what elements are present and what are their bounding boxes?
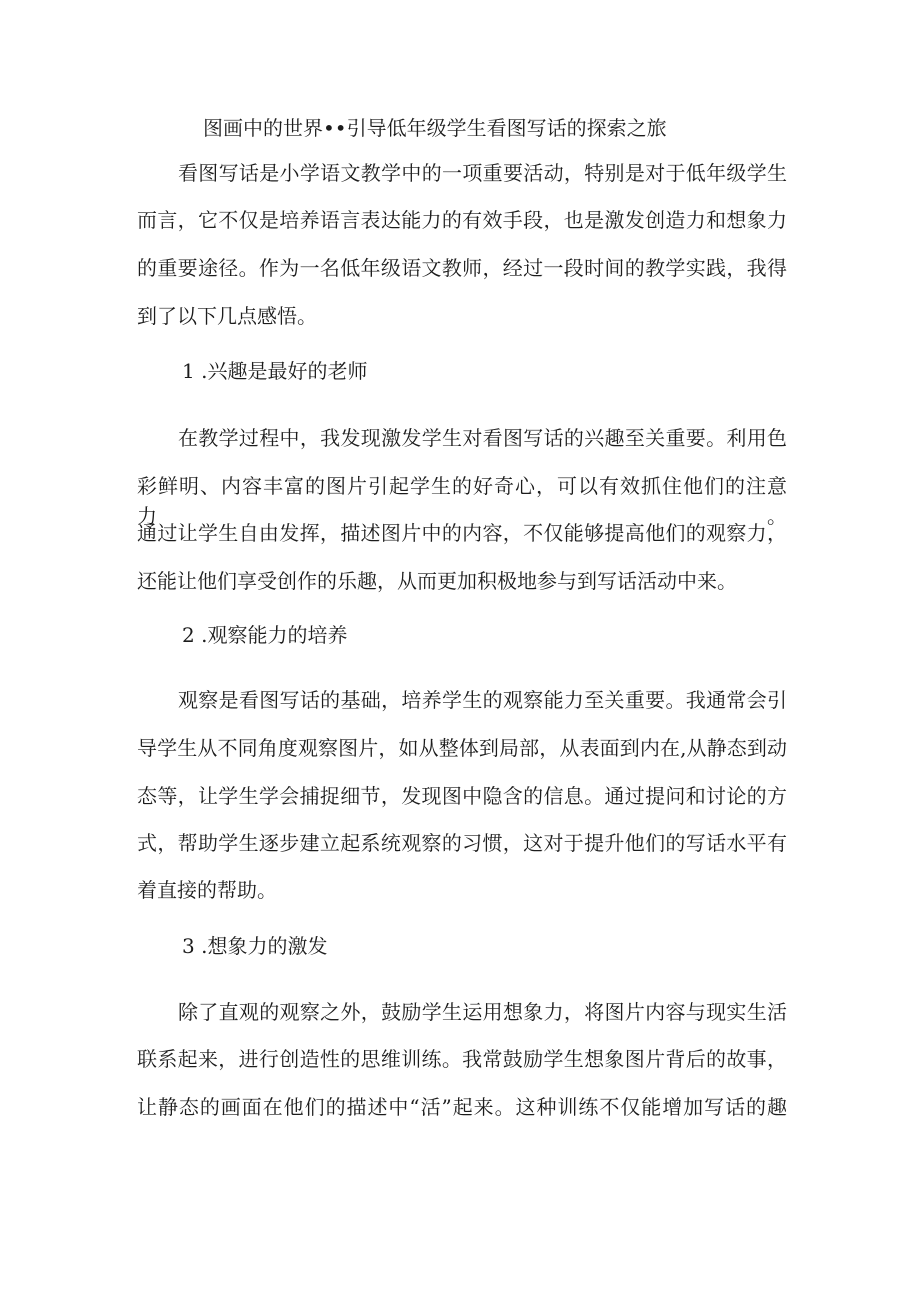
paragraph-line: 除了直观的观察之外，鼓励学生运用想象力，将图片内容与现实生活 xyxy=(178,1000,787,1024)
paragraph-line: 着直接的帮助。 xyxy=(137,878,277,902)
paragraph-line: 通过让学生自由发挥，描述图片中的内容，不仅能够提高他们的观察力， xyxy=(137,521,787,545)
paragraph-line: 看图写话是小学语文教学中的一项重要活动，特别是对于低年级学生 xyxy=(178,161,787,185)
paragraph-line: 观察是看图写话的基础，培养学生的观察能力至关重要。我通常会引 xyxy=(178,688,787,712)
paragraph-line: 还能让他们享受创作的乐趣，从而更加积极地参与到写话活动中来。 xyxy=(137,569,737,593)
paragraph-line: 态等，让学生学会捕捉细节，发现图中隐含的信息。通过提问和讨论的方 xyxy=(137,784,787,808)
paragraph-line: 在教学过程中，我发现激发学生对看图写话的兴趣至关重要。利用色 xyxy=(178,426,787,450)
paragraph-line: 到了以下几点感悟。 xyxy=(137,304,317,328)
paragraph-line: 联系起来，进行创造性的思维训练。我常鼓励学生想象图片背后的故事， xyxy=(137,1047,787,1071)
section-heading-3: 3 .想象力的激发 xyxy=(182,934,328,958)
paragraph-line: 式，帮助学生逐步建立起系统观察的习惯，这对于提升他们的写话水平有 xyxy=(137,831,787,855)
section-heading-2: 2 .观察能力的培养 xyxy=(182,623,348,647)
paragraph-line: 导学生从不同角度观察图片，如从整体到局部，从表面到内在,从静态到动 xyxy=(137,736,787,760)
paragraph-line: 而言，它不仅是培养语言表达能力的有效手段，也是激发创造力和想象力 xyxy=(137,208,787,232)
document-title: 图画中的世界••引导低年级学生看图写话的探索之旅 xyxy=(203,116,667,140)
section-heading-1: 1 .兴趣是最好的老师 xyxy=(182,359,368,383)
paragraph-line: 让静态的画面在他们的描述中“活”起来。这种训练不仅能增加写话的趣 xyxy=(137,1095,787,1119)
paragraph-line: 的重要途径。作为一名低年级语文教师，经过一段时间的教学实践，我得 xyxy=(137,256,787,280)
paragraph-line: 彩鲜明、内容丰富的图片引起学生的好奇心，可以有效抓住他们的注意力。 xyxy=(137,474,787,528)
